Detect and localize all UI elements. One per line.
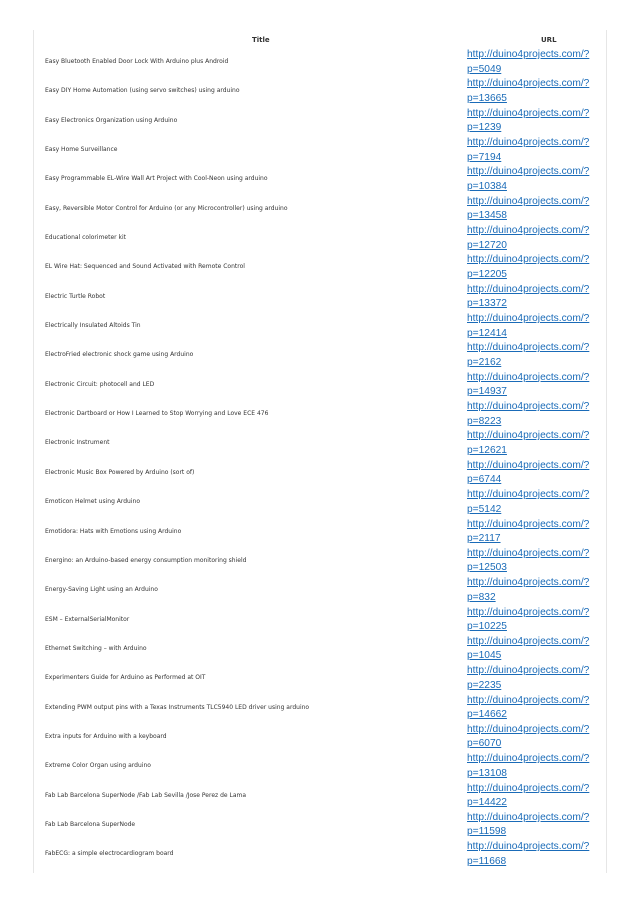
row-url-link[interactable] bbox=[467, 253, 607, 282]
row-url-link[interactable] bbox=[467, 195, 607, 224]
column-header-url: URL bbox=[541, 36, 557, 44]
url-line-1: http://duino4projects.com/? bbox=[467, 78, 590, 90]
table-row bbox=[34, 106, 606, 135]
row-url-link[interactable] bbox=[467, 429, 607, 458]
table-row bbox=[34, 76, 606, 105]
document-page bbox=[33, 30, 607, 873]
row-url-link[interactable] bbox=[467, 723, 607, 752]
url-line-2: p=1239 bbox=[467, 122, 502, 134]
url-line-1: http://duino4projects.com/? bbox=[467, 459, 590, 471]
row-url-link[interactable] bbox=[467, 752, 607, 781]
row-title: Emotidora: Hats with Emotions using Arduino bbox=[45, 527, 182, 535]
row-url-link[interactable] bbox=[467, 224, 607, 253]
table-row bbox=[34, 282, 606, 311]
url-line-1: http://duino4projects.com/? bbox=[467, 518, 590, 530]
table-row bbox=[34, 223, 606, 252]
url-line-1: http://duino4projects.com/? bbox=[467, 635, 590, 647]
table-row bbox=[34, 663, 606, 692]
url-line-1: http://duino4projects.com/? bbox=[467, 254, 590, 266]
url-line-1: http://duino4projects.com/? bbox=[467, 371, 590, 383]
table-row bbox=[34, 781, 606, 810]
table-body bbox=[34, 47, 606, 869]
table-header bbox=[34, 30, 606, 48]
url-line-2: p=11668 bbox=[467, 855, 507, 867]
table-row bbox=[34, 605, 606, 634]
url-line-1: http://duino4projects.com/? bbox=[467, 694, 590, 706]
row-title: FabECG: a simple electrocardiogram board bbox=[45, 850, 174, 858]
row-url-link[interactable] bbox=[467, 576, 607, 605]
table-row bbox=[34, 340, 606, 369]
url-line-2: p=13108 bbox=[467, 767, 507, 779]
row-title: Fab Lab Barcelona SuperNode bbox=[45, 820, 136, 828]
row-url-link[interactable] bbox=[467, 136, 607, 165]
row-url-link[interactable] bbox=[467, 547, 607, 576]
url-line-1: http://duino4projects.com/? bbox=[467, 841, 590, 853]
row-url-link[interactable] bbox=[467, 312, 607, 341]
table-row bbox=[34, 839, 606, 868]
url-line-2: p=6070 bbox=[467, 738, 502, 750]
table-row bbox=[34, 546, 606, 575]
url-line-2: p=11598 bbox=[467, 826, 507, 838]
row-url-link[interactable] bbox=[467, 488, 607, 517]
url-line-2: p=2162 bbox=[467, 356, 502, 368]
table-row bbox=[34, 252, 606, 281]
table-row bbox=[34, 751, 606, 780]
row-title: Electric Turtle Robot bbox=[45, 292, 106, 300]
url-line-2: p=8223 bbox=[467, 415, 502, 427]
row-title: Emoticon Helmet using Arduino bbox=[45, 498, 141, 506]
url-line-1: http://duino4projects.com/? bbox=[467, 753, 590, 765]
table-row bbox=[34, 311, 606, 340]
table-row bbox=[34, 164, 606, 193]
url-line-1: http://duino4projects.com/? bbox=[467, 166, 590, 178]
row-title: Easy Electronics Organization using Arduino bbox=[45, 116, 178, 124]
url-line-1: http://duino4projects.com/? bbox=[467, 195, 590, 207]
url-line-2: p=14422 bbox=[467, 797, 507, 809]
row-title: Educational colorimeter kit bbox=[45, 234, 127, 242]
row-title: Extreme Color Organ using arduino bbox=[45, 762, 151, 770]
url-line-2: p=832 bbox=[467, 591, 496, 603]
row-title: Fab Lab Barcelona SuperNode /Fab Lab Sevilla /Jose Perez de Lama bbox=[45, 791, 247, 799]
row-url-link[interactable] bbox=[467, 664, 607, 693]
row-title: Ethernet Switching – with Arduino bbox=[45, 644, 147, 652]
url-line-2: p=14662 bbox=[467, 709, 507, 721]
url-line-1: http://duino4projects.com/? bbox=[467, 107, 590, 119]
url-line-2: p=12621 bbox=[467, 444, 507, 456]
url-line-2: p=10384 bbox=[467, 180, 507, 192]
table-row bbox=[34, 487, 606, 516]
row-title: Electronic Instrument bbox=[45, 439, 110, 447]
table-row bbox=[34, 370, 606, 399]
row-url-link[interactable] bbox=[467, 635, 607, 664]
row-title: Electronic Circuit: photocell and LED bbox=[45, 380, 155, 388]
row-title: Easy DIY Home Automation (using servo switches) using arduino bbox=[45, 87, 240, 95]
row-title: Easy, Reversible Motor Control for Arduino (or any Microcontroller) using arduino bbox=[45, 204, 288, 212]
row-url-link[interactable] bbox=[467, 459, 607, 488]
url-line-2: p=12414 bbox=[467, 327, 507, 339]
row-title: ElectroFried electronic shock game using Arduino bbox=[45, 351, 194, 359]
url-line-1: http://duino4projects.com/? bbox=[467, 401, 590, 413]
url-line-2: p=13458 bbox=[467, 210, 507, 222]
url-line-2: p=7194 bbox=[467, 151, 502, 163]
url-line-1: http://duino4projects.com/? bbox=[467, 430, 590, 442]
url-line-2: p=6744 bbox=[467, 474, 502, 486]
url-line-2: p=12503 bbox=[467, 562, 507, 574]
table-row bbox=[34, 575, 606, 604]
table-row bbox=[34, 194, 606, 223]
row-title: Easy Bluetooth Enabled Door Lock With Arduino plus Android bbox=[45, 58, 229, 65]
row-title: ESM – ExternalSerialMonitor bbox=[45, 615, 130, 623]
table-row bbox=[34, 428, 606, 457]
url-line-1: http://duino4projects.com/? bbox=[467, 225, 590, 237]
table-row bbox=[34, 634, 606, 663]
url-line-2: p=10225 bbox=[467, 621, 507, 633]
url-line-1: http://duino4projects.com/? bbox=[467, 606, 590, 618]
row-url-link[interactable] bbox=[467, 77, 607, 106]
url-line-1: http://duino4projects.com/? bbox=[467, 723, 590, 735]
url-line-2: p=12205 bbox=[467, 268, 507, 280]
table-row bbox=[34, 458, 606, 487]
row-title: Experimenters Guide for Arduino as Performed at OIT bbox=[45, 674, 206, 682]
row-url-link[interactable] bbox=[467, 606, 607, 635]
table-row bbox=[34, 47, 606, 76]
url-line-2: p=12720 bbox=[467, 239, 507, 251]
url-line-1: http://duino4projects.com/? bbox=[467, 811, 590, 823]
row-url-link[interactable] bbox=[467, 165, 607, 194]
url-line-1: http://duino4projects.com/? bbox=[467, 342, 590, 354]
url-line-1: http://duino4projects.com/? bbox=[467, 489, 590, 501]
url-line-1: http://duino4projects.com/? bbox=[467, 283, 590, 295]
table-row bbox=[34, 722, 606, 751]
row-url-link[interactable] bbox=[467, 694, 607, 723]
row-url-link[interactable] bbox=[467, 782, 607, 811]
row-title: Energy-Saving Light using an Arduino bbox=[45, 586, 158, 594]
url-line-2: p=5049 bbox=[467, 63, 502, 75]
url-line-1: http://duino4projects.com/? bbox=[467, 49, 590, 60]
row-title: Extra inputs for Arduino with a keyboard bbox=[45, 732, 167, 740]
column-header-title: Title bbox=[252, 36, 270, 44]
row-url-link[interactable] bbox=[467, 840, 607, 869]
row-url-link[interactable] bbox=[467, 811, 607, 840]
url-line-2: p=5142 bbox=[467, 503, 502, 515]
row-title: Energino: an Arduino-based energy consumption monitoring shield bbox=[45, 556, 247, 564]
url-line-1: http://duino4projects.com/? bbox=[467, 547, 590, 559]
url-line-2: p=1045 bbox=[467, 650, 502, 662]
url-line-1: http://duino4projects.com/? bbox=[467, 137, 590, 149]
url-line-2: p=14937 bbox=[467, 386, 507, 398]
row-url-link[interactable] bbox=[467, 371, 607, 400]
url-line-2: p=2235 bbox=[467, 679, 502, 691]
table-row bbox=[34, 693, 606, 722]
row-title: Extending PWM output pins with a Texas Instruments TLC5940 LED driver using arduino bbox=[45, 703, 310, 711]
table-row bbox=[34, 135, 606, 164]
table-row bbox=[34, 517, 606, 546]
row-title: Easy Home Surveillance bbox=[45, 146, 118, 154]
row-title: Easy Programmable EL-Wire Wall Art Project with Cool-Neon using arduino bbox=[45, 175, 268, 183]
table-row bbox=[34, 810, 606, 839]
url-line-2: p=13665 bbox=[467, 92, 507, 104]
url-line-1: http://duino4projects.com/? bbox=[467, 665, 590, 677]
url-line-2: p=2117 bbox=[467, 533, 501, 544]
row-title: EL Wire Hat: Sequenced and Sound Activated with Remote Control bbox=[45, 263, 245, 271]
url-line-1: http://duino4projects.com/? bbox=[467, 577, 590, 589]
row-url-link[interactable] bbox=[467, 283, 607, 312]
row-title: Electrically Insulated Altoids Tin bbox=[45, 322, 141, 330]
table-row bbox=[34, 399, 606, 428]
row-title: Electronic Dartboard or How I Learned to Stop Worrying and Love ECE 476 bbox=[45, 410, 269, 418]
url-line-2: p=13372 bbox=[467, 298, 507, 310]
row-url-link[interactable] bbox=[467, 400, 607, 429]
url-line-1: http://duino4projects.com/? bbox=[467, 782, 590, 794]
row-url-link[interactable] bbox=[467, 107, 607, 136]
row-title: Electronic Music Box Powered by Arduino (sort of) bbox=[45, 468, 195, 476]
row-url-link[interactable] bbox=[467, 48, 607, 77]
url-line-1: http://duino4projects.com/? bbox=[467, 313, 590, 325]
row-url-link[interactable] bbox=[467, 518, 607, 547]
row-url-link[interactable] bbox=[467, 341, 607, 370]
